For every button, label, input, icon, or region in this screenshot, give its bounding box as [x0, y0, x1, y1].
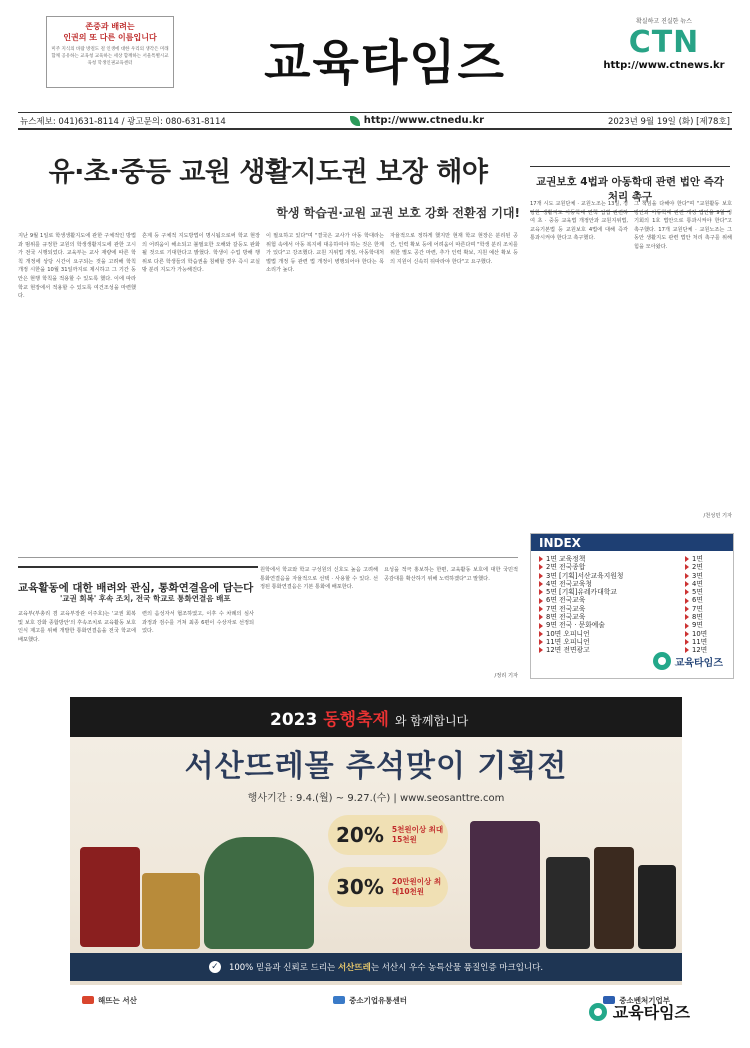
index-page-label: 3면: [692, 571, 703, 580]
story2-col4: [384, 566, 518, 670]
ctn-url[interactable]: http://www.ctnews.kr: [603, 60, 725, 71]
triangle-icon: [539, 647, 543, 653]
story2-col1: [18, 610, 136, 680]
triangle-icon: [539, 631, 543, 637]
triangle-icon: [685, 598, 689, 604]
second-story-subtitle: '교권 회복' 후속 조치, 전국 학교로 통화연결음 배포: [60, 594, 231, 603]
index-page-label: 10면: [692, 629, 708, 638]
index-page-item[interactable]: [685, 605, 725, 613]
main-headline[interactable]: 유·초·중등 교원 생활지도권 보장 해야: [48, 157, 488, 188]
index-item-label: 3면 [기획]서산교육지원청: [546, 571, 624, 580]
story2-col4-text: 요성을 적극 홍보하는 한편, 교육활동 보호에 대한 국민적 공감대를 확산하기 위해 노력하겠다"고 말했다.: [384, 567, 518, 582]
index-item[interactable]: [539, 605, 685, 613]
index-item-label: 4면 전국교육청: [546, 579, 592, 588]
triangle-icon: [685, 623, 689, 629]
masthead: [18, 10, 732, 106]
index-header: INDEX: [531, 534, 733, 551]
index-page-label: 2면: [692, 563, 703, 572]
index-logo: [653, 652, 723, 670]
side-story-title[interactable]: 교권보호 4법과 아동학대 관련 법안 즉각 처리 촉구: [530, 166, 730, 212]
ad-quality-post: 는 서산시 우수 농특산물 품질인증 마크입니다.: [370, 963, 544, 973]
triangle-icon: [539, 614, 543, 620]
sponsor3-label: 중소벤처기업부: [619, 995, 670, 1005]
triangle-icon: [539, 589, 543, 595]
triangle-icon: [685, 581, 689, 587]
index-page-item[interactable]: [685, 572, 725, 580]
triangle-icon: [539, 639, 543, 645]
badge1-pct: 20%: [336, 823, 384, 847]
footer-logo-icon: [589, 1003, 607, 1021]
badge2-pct: 30%: [336, 875, 384, 899]
product-box-gold: [142, 873, 200, 949]
promo-line2: 인권의 또 다른 이름입니다: [63, 33, 157, 42]
index-page-label: 4면: [692, 579, 703, 588]
side-col1: [530, 200, 628, 520]
ctn-tagline: 확실하고 진실한 뉴스: [636, 18, 692, 25]
ad-title: 서산뜨레몰 추석맞이 기획전: [184, 749, 568, 784]
distribution-mark-icon: [333, 996, 345, 1004]
index-item[interactable]: [539, 580, 685, 588]
index-item-label: 6면 전국교육: [546, 596, 586, 605]
main-col4-text: 자율적으로 정하게 했지만 현재 학교 현장은 분리된 공간, 인력 확보 등에 어려움이 따른다며 "학생 분리 조치를 위한 별도 공간 마련, 추가 인력 확보, 지원 예산 확보 등의 지원이 신속히 뒤따라야 한다"고 요구했다.: [390, 233, 518, 265]
story2-col2-text: 련의 음성자서 협조하였고, 이후 수 차례의 심사 과정과 검수를 거쳐 최종 6편이 수상자로 선정되었다.: [142, 611, 254, 635]
badge1-text: 5천원이상 최대15천원: [391, 825, 444, 844]
side-col2-text: 그 책임을 다해야 한다"며 "교원활동 보호 방안과 아동학대 관련 개정 법안을 9월 정기회의 1호 법안으로 통과시켜야 한다"고 촉구했다. 17개 교원단체 · 교원노조는 그동안 생활지도 관련 법안 처리 촉구를 위해 힘을 모아왔다.: [634, 201, 732, 250]
index-logo-text: 교육타임즈: [674, 657, 723, 669]
index-item-label: 10면 오피니언: [546, 629, 590, 638]
index-item-label: 12면 전면광고: [546, 646, 590, 655]
ad-period: 행사기간 : 9.4.(월) ~ 9.27.(수) | www.seosanttre.com: [247, 793, 505, 804]
check-icon: ✓: [209, 961, 221, 973]
index-page-item[interactable]: [685, 588, 725, 596]
index-pages: [685, 555, 725, 655]
index-page-label: 5면: [692, 588, 703, 597]
triangle-icon: [685, 589, 689, 595]
product-bottle-2: [594, 847, 634, 949]
product-bottle-3: [638, 865, 676, 949]
triangle-icon: [539, 598, 543, 604]
section-divider: [18, 557, 518, 558]
index-page-item[interactable]: [685, 621, 725, 629]
promo-small: 미주 지식의 바람 방걸도 걸 인생에 대한 우리의 생각은 미래 함께 공유하는 교육청 교육하는 세상 함께하는 서울특별시교육청 학생인권교육센터: [51, 47, 169, 66]
ad-badge-30: [328, 867, 448, 907]
ad-quality-text: [229, 961, 543, 973]
ad-brand: 동행축제: [323, 710, 389, 730]
footer-logo-text: 교육타임즈: [612, 1003, 690, 1022]
triangle-icon: [539, 573, 543, 579]
badge2-text: 20만원이상 최대10천원: [391, 877, 442, 896]
advertisement[interactable]: [70, 697, 682, 1015]
index-page-label: 1면: [692, 555, 703, 563]
seosan-mark-icon: [82, 996, 94, 1004]
leaf-icon: [350, 116, 360, 126]
index-page-item[interactable]: [685, 613, 725, 621]
ad-quality-brand: 서산뜨레: [337, 963, 371, 973]
triangle-icon: [539, 556, 543, 562]
website-url[interactable]: http://www.ctnedu.kr: [363, 115, 485, 126]
tip-contacts: 뉴스제보: 041)631-8114 / 광고문의: 080-631-8114: [20, 116, 226, 127]
index-item[interactable]: [539, 596, 685, 604]
triangle-icon: [685, 614, 689, 620]
side-col1-text: 17개 시도 교원단체 · 교원노조는 13일, 정당한 생활지도 아동학대 면책 입법 관련하여 초 · 중등 교육법 개정안과 교원지위법, 교육기본법 등 교원보호 4법에 대해 즉각 통과시켜야 한다고 촉구했다.: [530, 201, 628, 242]
story2-col3: [260, 566, 378, 680]
main-col2: [142, 232, 260, 550]
ad-event-line: [270, 705, 468, 730]
index-page-item[interactable]: [685, 580, 725, 588]
index-page-label: 6면: [692, 596, 703, 605]
main-col3-text: 이 필요하고 있다"며 "결국은 교사가 아동 학대라는 위험 속에서 아동 복지에 대응하여야 하는 것은 한계가 있다"고 강조했다. 교원 지위법 개정, 아동학대처벌법 개정 등 관련 법 개정이 병행되어야 한다는 목소리가 높다.: [266, 233, 384, 274]
index-box: [530, 533, 734, 679]
product-bottle-1: [546, 857, 590, 949]
triangle-icon: [685, 556, 689, 562]
triangle-icon: [539, 564, 543, 570]
index-page-item[interactable]: [685, 563, 725, 571]
footer-logo[interactable]: [589, 1000, 690, 1023]
product-box-purple: [470, 821, 540, 949]
index-page-item[interactable]: [685, 555, 725, 563]
story2-col2: [142, 610, 254, 680]
ad-quality-band: [70, 953, 682, 981]
triangle-icon: [685, 639, 689, 645]
website-link[interactable]: [350, 115, 484, 126]
triangle-icon: [539, 581, 543, 587]
index-page-label: 7면: [692, 604, 703, 613]
main-col2-text: 흔계 등 구체적 지도방법이 명시됨으로써 학교 현장의 어려움이 해소되고 불필요한 오해와 갈등도 완화될 것으로 기대한다고 밝혔다. 학생이 수업 방해 행위로 다른 학생들의 학습권을 침해할 경우 즉시 교실 밖 분리 지도가 가능해진다.: [142, 233, 260, 274]
triangle-icon: [685, 631, 689, 637]
promo-box: [46, 16, 174, 88]
index-page-item[interactable]: [685, 596, 725, 604]
main-col3: [266, 232, 384, 550]
index-sections: [539, 555, 685, 655]
product-box-red: [80, 847, 140, 947]
second-story-title[interactable]: 교육활동에 대한 배려와 관심, 통화연결음에 담는다: [18, 566, 258, 595]
ctn-ad[interactable]: [596, 16, 732, 98]
index-page-label: 11면: [692, 637, 708, 646]
index-item-label: 9면 전국 · 문화예술: [546, 621, 605, 630]
index-page-item[interactable]: [685, 630, 725, 638]
promo-line1: 존중과 배려는: [85, 22, 135, 31]
index-page-label: 9면: [692, 621, 703, 630]
ad-badge-20: [328, 815, 448, 855]
index-item[interactable]: [539, 563, 685, 571]
story2-col3-text: 원학에서 학교와 학교 구성원의 신호도 높음 고려해 통화연결음을 자율적으로 선택 · 사용할 수 있다. 선정된 통화연결음은 기본 통화에 배포한다.: [260, 567, 378, 591]
side-byline: /천성민 기자: [703, 513, 732, 519]
info-bar: [18, 112, 732, 130]
main-col1: [18, 232, 136, 550]
index-item-label: 8면 전국교육: [546, 613, 586, 622]
index-page-label: 8면: [692, 613, 703, 622]
index-item-label: 7면 전국교육: [546, 604, 586, 613]
index-item[interactable]: [539, 630, 685, 638]
index-item-label: 1면 교육정책: [546, 555, 586, 563]
main-col4: [390, 232, 518, 550]
index-item-label: 11면 오피니언: [546, 637, 590, 646]
ad-year-suffix: 와 함께합니다: [394, 714, 469, 728]
sponsor-seosan[interactable]: [82, 995, 137, 1006]
sponsor2-label: 중소기업유통센터: [349, 995, 408, 1005]
story2-byline: /정리 기자: [494, 673, 518, 679]
index-page-label: 12면: [692, 646, 708, 655]
triangle-icon: [539, 606, 543, 612]
side-col2: [634, 200, 732, 510]
main-subhead: 학생 학습권·교원 교권 보호 강화 전환점 기대!: [276, 206, 520, 220]
triangle-icon: [539, 623, 543, 629]
issue-date: 2023년 9월 19일 (화) [제78호]: [607, 116, 730, 127]
triangle-icon: [685, 606, 689, 612]
sponsor-distribution[interactable]: [333, 995, 407, 1006]
product-gift-bag: [204, 837, 314, 949]
index-item-label: 5면 [기획]유레카대학교: [546, 588, 617, 597]
newspaper-logo[interactable]: 교육타임즈: [264, 35, 506, 91]
ctn-logo: CTN: [628, 25, 700, 60]
index-item-label: 2면 전국종합: [546, 563, 586, 572]
triangle-icon: [685, 573, 689, 579]
index-item[interactable]: [539, 621, 685, 629]
triangle-icon: [685, 564, 689, 570]
story2-col1-text: 교육부(부총리 겸 교육부장관 이주호)는 '교권 회복 및 보호 강화 종합방안'의 후속조치로 교육활동 보호 인식 제고를 위해 개발한 통화연결음을 전국 학교에 배포했다.: [18, 611, 136, 643]
ad-quality-pre: 100% 믿음과 신뢰로 드리는: [228, 963, 338, 973]
index-item[interactable]: [539, 572, 685, 580]
main-col1-text: 지난 9월 1일로 학생생활지도에 관한 구체적인 방법과 범위를 규정한 교원의 학생생활지도에 관한 고시가 전국 시행되었다. 교육부는 교사 재량에 따른 학칙 개정에 상당 시간이 요구되는 것을 고려해 학칙 개정 시한을 10월 31일까지로 제시하고 그 기간 동안은 현행 학칙을 적용할 수 있도록 했다. 이에 따라 학교 현장에서 적용할 수 있도록 여건조성을 마련했다.: [18, 233, 136, 300]
sponsor1-label: 해뜨는 서산: [98, 995, 137, 1005]
ad-year: 2023: [270, 710, 318, 730]
logo-icon: [653, 652, 671, 670]
ad-top-band: [70, 697, 682, 737]
